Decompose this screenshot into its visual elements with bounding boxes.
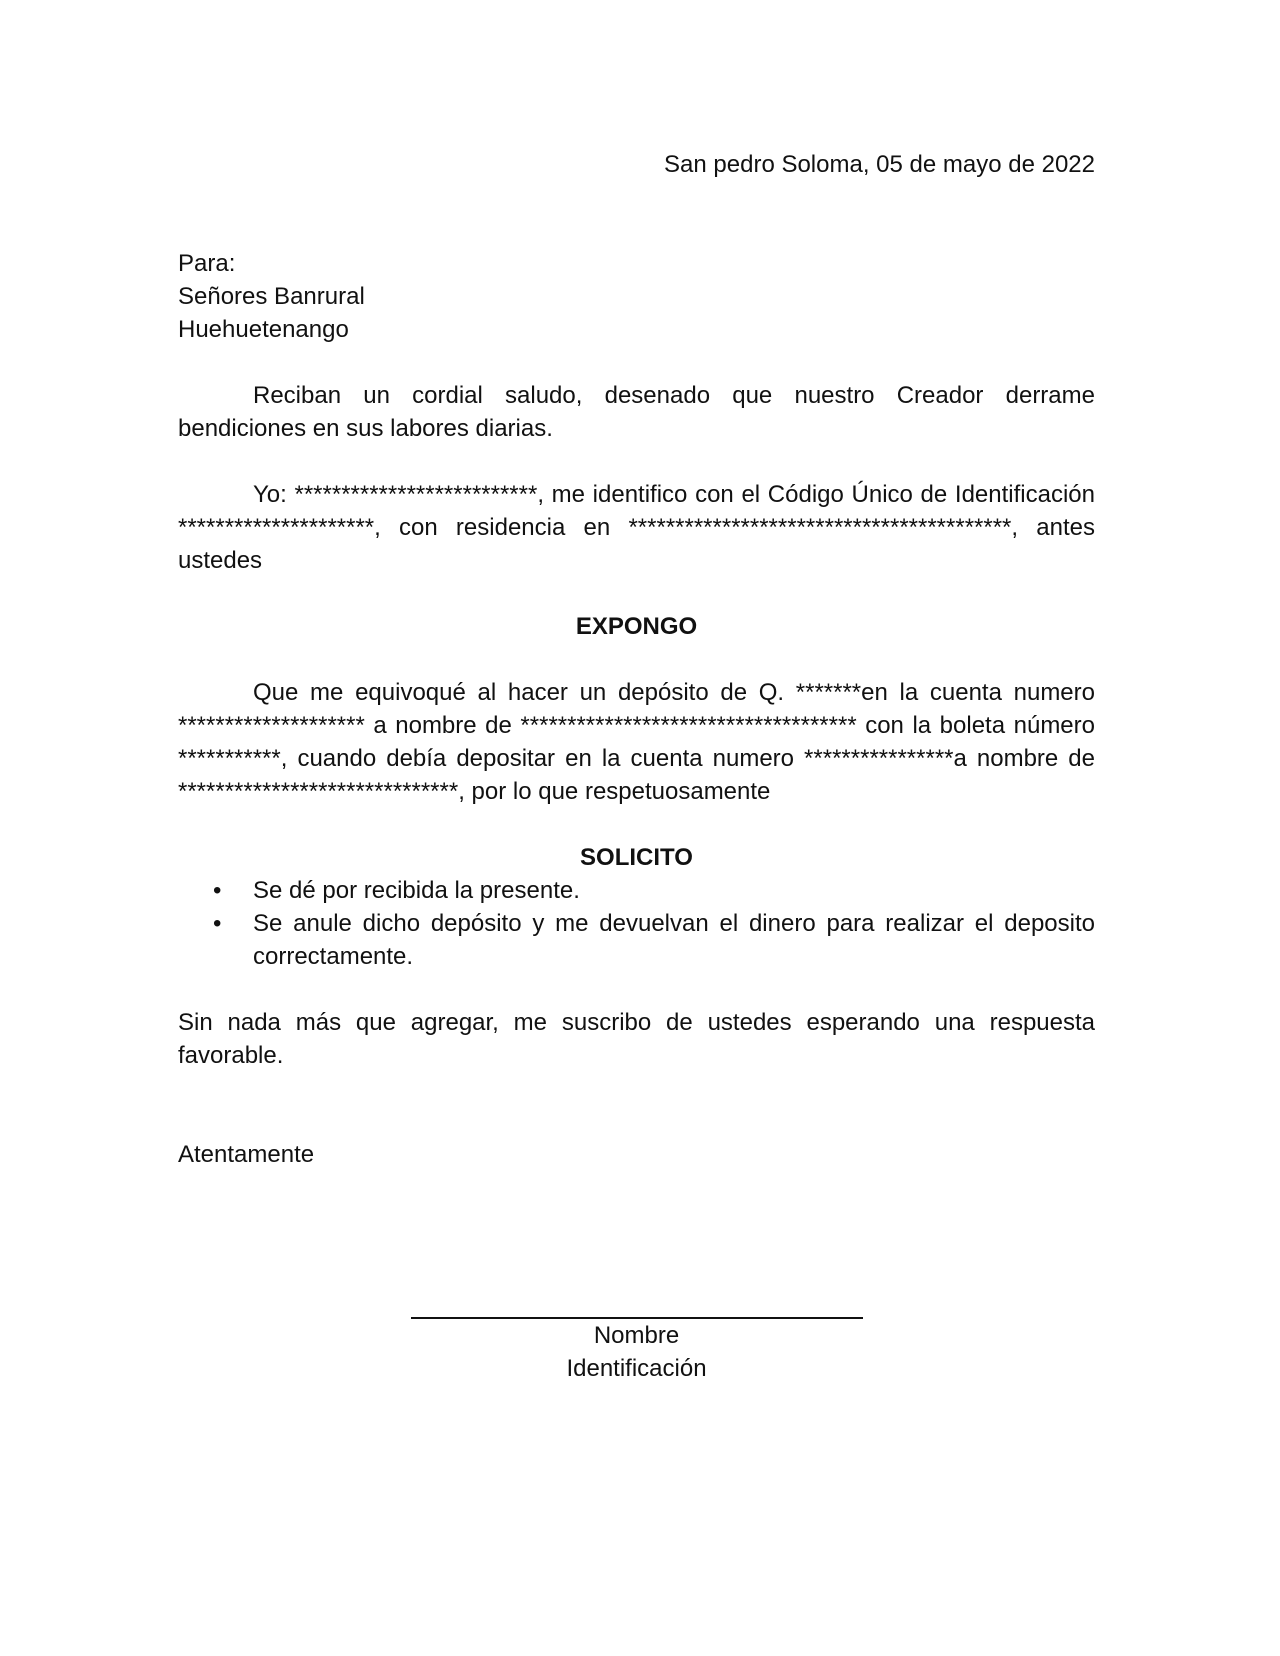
spacer <box>178 808 1095 841</box>
heading-expongo: EXPONGO <box>575 613 698 640</box>
spacer <box>178 181 1095 247</box>
list-item <box>213 907 1095 973</box>
list-item <box>213 874 1095 907</box>
recipient-line-para: Para: <box>178 250 236 277</box>
recipient-line-city: Huehuetenango <box>178 316 349 343</box>
heading-solicito: SOLICITO <box>580 844 693 871</box>
recipient-line-bank: Señores Banrural <box>178 283 365 310</box>
spacer <box>178 643 1095 676</box>
signature-name: Nombre <box>593 1322 680 1349</box>
signoff: Atentamente <box>178 1141 315 1168</box>
spacer <box>178 346 1095 379</box>
spacer <box>178 1072 1095 1138</box>
request-list <box>178 874 1095 973</box>
greeting-paragraph: Reciban un cordial saludo, desenado que nuestro Creador derrame bendiciones en sus labores diarias. <box>178 382 1095 442</box>
bullet-icon: • <box>213 910 222 937</box>
signature-identification: Identificación <box>566 1355 707 1382</box>
spacer <box>178 445 1095 478</box>
spacer <box>178 973 1095 1006</box>
request-text: Se anule dicho depósito y me devuelvan el dinero para realizar el deposito correctamente. <box>253 910 1095 970</box>
place-date: San pedro Soloma, 05 de mayo de 2022 <box>664 151 1095 178</box>
spacer <box>178 1171 1095 1317</box>
closing-paragraph: Sin nada más que agregar, me suscribo de ustedes esperando una respuesta favorable. <box>178 1009 1095 1069</box>
request-text: Se dé por recibida la presente. <box>253 877 580 904</box>
bullet-icon: • <box>213 877 222 904</box>
signature-block <box>178 1317 1095 1385</box>
identification-paragraph: Yo: **************************, me identifico con el Código Único de Identificación *********************, con residencia en *****************************************, antes ustedes <box>178 481 1095 574</box>
exposition-paragraph: Que me equivoqué al hacer un depósito de Q. *******en la cuenta numero ******************** a nombre de ************************************ con la boleta número ***********, cuando debía depositar en la cuenta numero ****************a nombre de ******************************, por lo que respetuosamente <box>178 679 1095 805</box>
recipient-block <box>178 247 1095 346</box>
spacer <box>178 577 1095 610</box>
